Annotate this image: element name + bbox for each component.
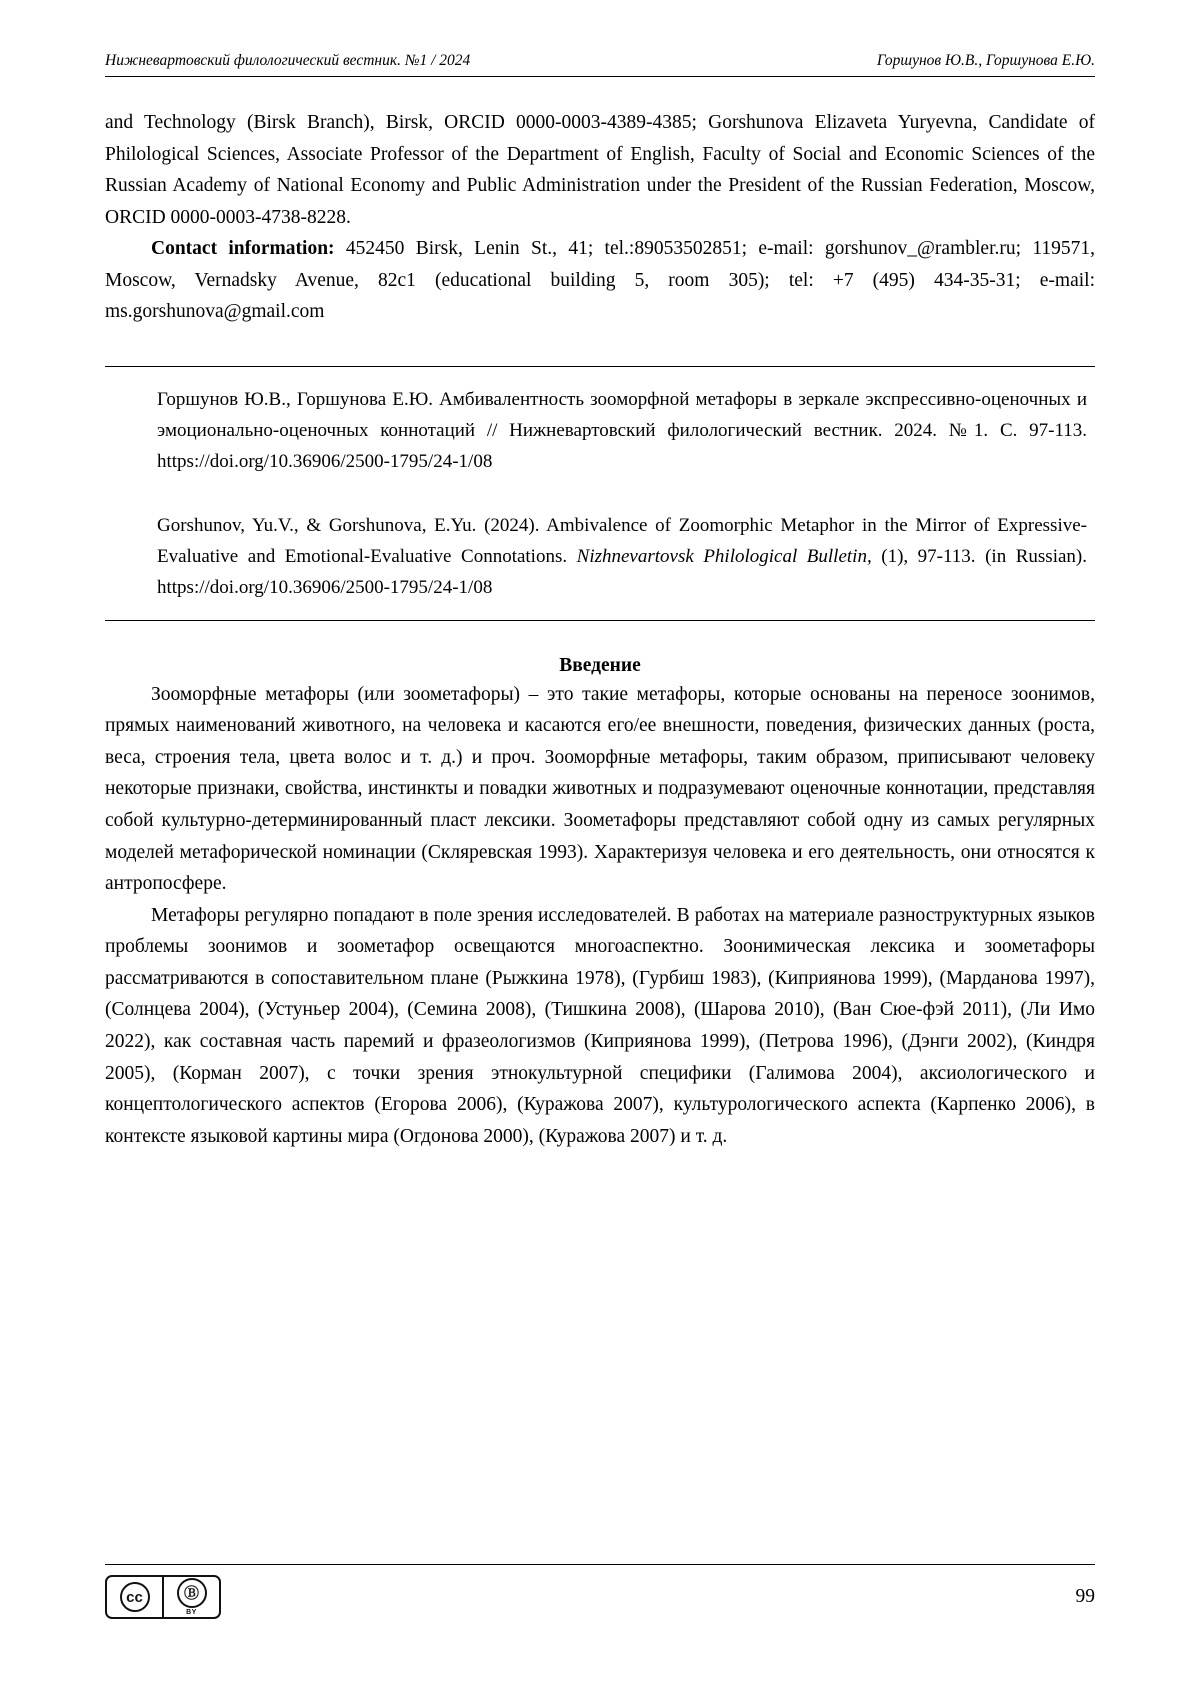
running-head (105, 52, 1095, 77)
cc-logo-icon (107, 1577, 162, 1617)
citation-box (105, 366, 1095, 621)
cc-by-person-symbol: Ⓑ (177, 1578, 207, 1608)
citation-english-part1: Gorshunov, Yu.V., & Gorshunova, E.Yu. (2024). Ambivalence of Zoomorphic Metaphor in the Mirror of Expressive-Evaluative and Emotional-Evaluative Connotations. (157, 515, 1087, 568)
creative-commons-license-icon[interactable] (105, 1575, 221, 1619)
citation-english-journal: Nizhnevartovsk Philological Bulletin, (576, 546, 872, 568)
running-head-authors: Горшунов Ю.В., Горшунова Е.Ю. (876, 52, 1095, 69)
contact-text: 452450 Birsk, Lenin St., 41; tel.:89053502851; e-mail: gorshunov_@rambler.ru; 119571, Moscow, Vernadsky Avenue, 82c1 (educational building 5, room 305); tel: +7 (495) 434-35-31; e-mail: ms.gorshunova@gmail.com (105, 238, 1095, 323)
affiliation-block (105, 107, 1095, 328)
page-footer (105, 1564, 1095, 1619)
page-number: 99 (1075, 1586, 1095, 1607)
introduction-paragraph-1: Зооморфные метафоры (или зоометафоры) – это такие метафоры, которые основаны на переносе зоонимов, прямых наименований животного, на человека и касаются его/ее внешности, поведения, физических данных (роста, веса, строения тела, цвета волос и т. д.) и проч. Зооморфные метафоры, таким образом, приписывают человеку некоторые признаки, свойства, инстинкты и повадки животных и подразумевают оценочные коннотации, представляя собой культурно-детерминированный пласт лексики. Зоометафоры представляют собой одну из самых регулярных моделей метафорической номинации (Скляревская 1993). Характеризуя человека и его деятельность, они относятся к антропосфере. (105, 683, 1095, 895)
citation-russian: Горшунов Ю.В., Горшунова Е.Ю. Амбивалентность зооморфной метафоры в зеркале экспрессивно-оценочных и эмоционально-оценочных коннотаций // Нижневартовский филологический вестник. 2024. №1. С. 97-113. https://doi.org/10.36906/2500-1795/24-1/08 (157, 389, 1087, 472)
running-head-journal: Нижневартовский филологический вестник. №1 / 2024 (105, 52, 471, 69)
cc-by-label: BY (186, 1609, 197, 1616)
citation-english (157, 511, 1095, 603)
contact-label: Contact information: (151, 238, 335, 260)
contact-paragraph (105, 233, 1095, 328)
introduction-paragraph-2: Метафоры регулярно попадают в поле зрения исследователей. В работах на материале разноструктурных языков проблемы зоонимов и зоометафор освещаются многоаспектно. Зоонимическая лексика и зоометафоры рассматриваются в сопоставительном плане (Рыжкина 1978), (Гурбиш 1983), (Киприянова 1999), (Марданова 1997), (Солнцева 2004), (Устуньер 2004), (Семина 2008), (Тишкина 2008), (Шарова 2010), (Ван Сюе-фэй 2011), (Ли Имо 2022), как составная часть паремий и фразеологизмов (Киприянова 1999), (Петрова 1996), (Дэнги 2002), (Киндря 2005), (Корман 2007), с точки зрения этнокультурной специфики (Галимова 2004), аксиологического и концептологического аспектов (Егорова 2006), (Куражова 2007), культурологического аспекта (Карпенко 2006), в контексте языковой картины мира (Огдонова 2000), (Куражова 2007) и т. д. (105, 904, 1095, 1147)
cc-by-icon (162, 1577, 219, 1617)
page-content (105, 52, 1095, 1152)
cc-symbol: cc (120, 1582, 150, 1612)
citation-english-part2: (1), 97-113. (in Russian). https://doi.org/10.36906/2500-1795/24-1/08 (157, 546, 1087, 598)
affiliation-paragraph: and Technology (Birsk Branch), Birsk, ORCID 0000-0003-4389-4385; Gorshunova Elizaveta Yuryevna, Candidate of Philological Sciences, Associate Professor of the Department of English, Faculty of Social and Economic Sciences of the Russian Academy of National Economy and Public Administration under the President of the Russian Federation, Moscow, ORCID 0000-0003-4738-8228. (105, 112, 1095, 228)
section-heading-introduction: Введение (559, 654, 641, 676)
